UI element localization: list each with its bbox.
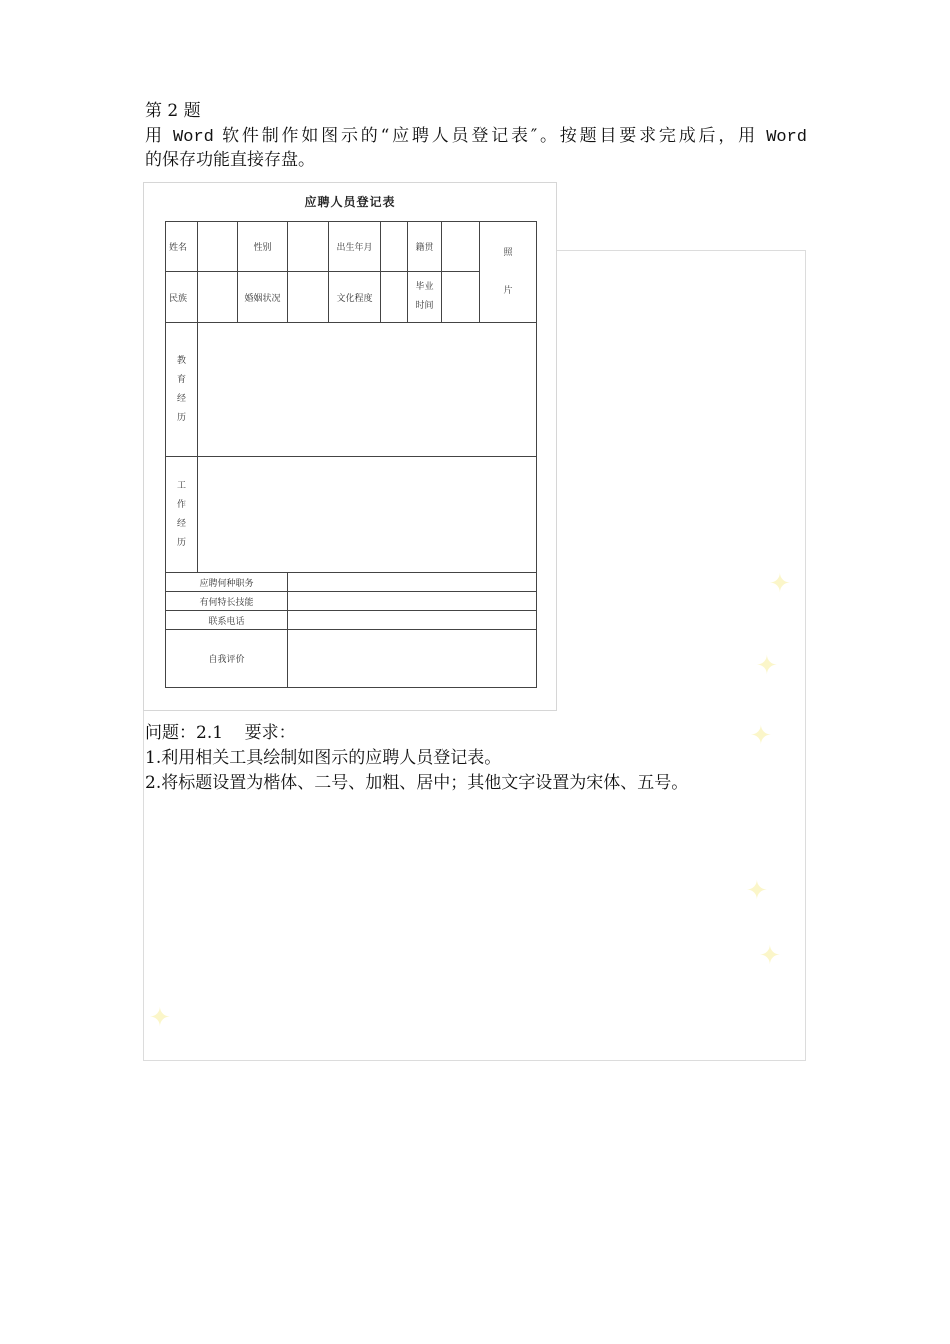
cell-birth-label: 出生年月 bbox=[329, 222, 381, 272]
sparkle-decoration-icon: ✦ bbox=[756, 651, 778, 681]
photo-label: 照片 bbox=[503, 248, 513, 296]
registration-form-figure bbox=[143, 182, 557, 711]
cell-ethnicity-label: 民族 bbox=[166, 272, 198, 323]
work-history-text: 工作经历 bbox=[176, 480, 186, 548]
instruction-line-1 bbox=[145, 125, 807, 147]
instruction-word-app: Word bbox=[766, 128, 807, 147]
sparkle-decoration-icon: ✦ bbox=[149, 1003, 171, 1033]
instruction-word-app: Word bbox=[173, 128, 214, 147]
cell-name-label: 姓名 bbox=[166, 222, 198, 272]
figure-title: 应聘人员登记表 bbox=[304, 195, 396, 209]
cell-education-history-label bbox=[166, 323, 198, 457]
cell-graduation-label bbox=[408, 272, 442, 323]
cell-empty bbox=[288, 222, 329, 272]
cell-hometown-label: 籍贯 bbox=[408, 222, 442, 272]
cell-empty bbox=[288, 272, 329, 323]
cell-photo bbox=[480, 222, 537, 323]
sparkle-decoration-icon: ✦ bbox=[750, 721, 772, 751]
sparkle-decoration-icon: ✦ bbox=[759, 941, 781, 971]
question-heading: 问题：2.1 要求： bbox=[145, 723, 296, 743]
cell-work-history-content bbox=[198, 457, 537, 573]
instruction-text: 用 bbox=[145, 126, 174, 146]
cell-marital-label: 婚姻状况 bbox=[238, 272, 288, 323]
cell-gender-label: 性别 bbox=[238, 222, 288, 272]
graduation-time-text: 毕业时间 bbox=[415, 282, 434, 311]
cell-phone-label: 联系电话 bbox=[166, 611, 288, 630]
requirement-1: 1.利用相关工具绘制如图示的应聘人员登记表。 bbox=[145, 748, 502, 768]
instruction-line-2: 的保存功能直接存盘。 bbox=[145, 150, 315, 170]
cell-education-history-content bbox=[198, 323, 537, 457]
question-title: 第 2 题 bbox=[145, 101, 201, 121]
cell-empty bbox=[381, 222, 408, 272]
cell-skills-label: 有何特长技能 bbox=[166, 592, 288, 611]
cell-self-eval-content bbox=[288, 630, 537, 688]
cell-education-level-label: 文化程度 bbox=[329, 272, 381, 323]
cell-empty bbox=[198, 272, 238, 323]
cell-empty bbox=[198, 222, 238, 272]
cell-empty bbox=[442, 272, 480, 323]
cell-self-eval-label: 自我评价 bbox=[166, 630, 288, 688]
requirement-2: 2.将标题设置为楷体、二号、加粗、居中；其他文字设置为宋体、五号。 bbox=[145, 773, 689, 793]
cell-empty bbox=[381, 272, 408, 323]
education-history-text: 教育经历 bbox=[176, 355, 186, 423]
cell-phone-content bbox=[288, 611, 537, 630]
instruction-text: 软件制作如图示的“应聘人员登记表″。按题目要求完成后，用 bbox=[213, 126, 767, 146]
cell-skills-content bbox=[288, 592, 537, 611]
sparkle-decoration-icon: ✦ bbox=[769, 569, 791, 599]
cell-work-history-label bbox=[166, 457, 198, 573]
registration-table bbox=[165, 221, 537, 688]
cell-empty bbox=[442, 222, 480, 272]
cell-position-label: 应聘何种职务 bbox=[166, 573, 288, 592]
sparkle-decoration-icon: ✦ bbox=[746, 876, 768, 906]
cell-position-content bbox=[288, 573, 537, 592]
